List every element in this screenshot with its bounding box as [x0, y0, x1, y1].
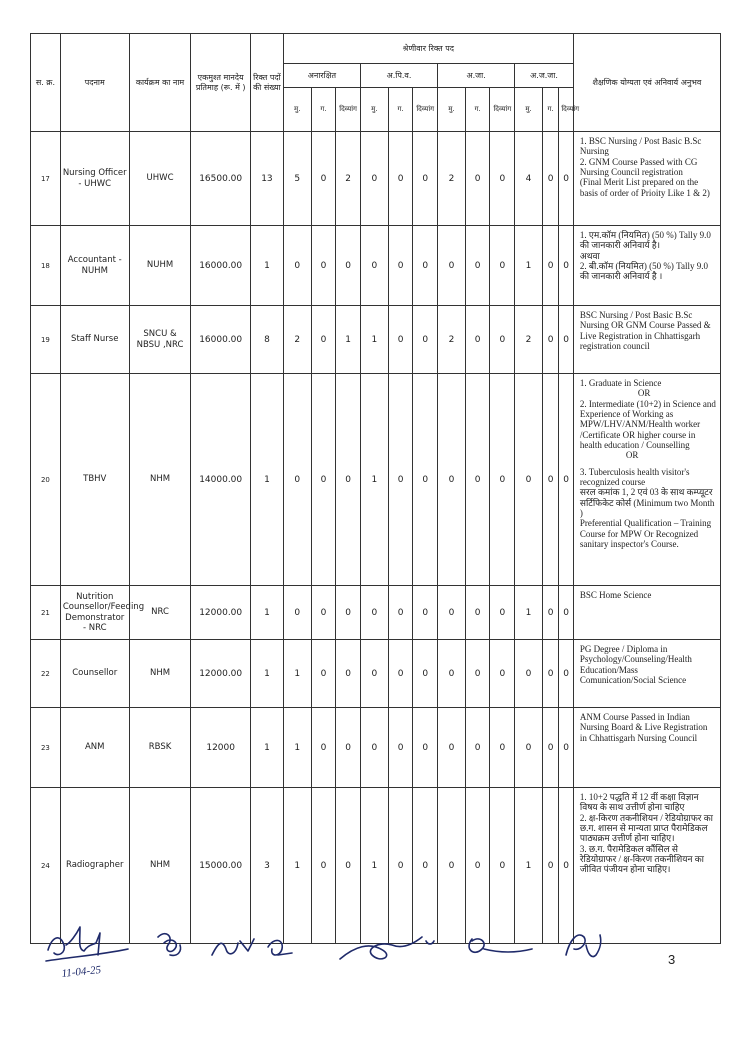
category-count: 0: [336, 586, 361, 640]
category-count: 0: [542, 708, 558, 788]
category-count: 0: [490, 788, 515, 944]
honorarium: 16000.00: [191, 226, 251, 306]
program-name: NRC: [129, 586, 191, 640]
serial-number: 17: [31, 132, 61, 226]
category-count: 0: [413, 374, 438, 586]
header-vacant: रिक्त पदों की संख्या: [250, 34, 283, 132]
category-count: 0: [336, 374, 361, 586]
category-count: 0: [283, 226, 311, 306]
category-count: 0: [438, 586, 466, 640]
category-count: 0: [438, 708, 466, 788]
honorarium: 12000: [191, 708, 251, 788]
signature-3: [212, 939, 254, 955]
category-count: 2: [438, 306, 466, 374]
category-count: 2: [336, 132, 361, 226]
table-row: [31, 226, 721, 306]
category-count: 1: [515, 586, 543, 640]
header-category: अ.जा.: [438, 64, 515, 88]
category-count: 0: [413, 306, 438, 374]
category-count: 1: [283, 788, 311, 944]
signature-6: [469, 939, 532, 952]
header-qualification: शैक्षणिक योग्यता एवं अनिवार्य अनुभव: [573, 34, 720, 132]
category-count: 1: [360, 788, 388, 944]
category-count: 1: [515, 226, 543, 306]
category-count: 0: [311, 306, 336, 374]
post-name: Radiographer: [60, 788, 129, 944]
header-category: अनारक्षित: [283, 64, 360, 88]
page-number: 3: [668, 952, 676, 967]
vacant-count: 8: [250, 306, 283, 374]
category-count: 0: [388, 306, 413, 374]
qualification: [573, 132, 720, 226]
vacant-count: 13: [250, 132, 283, 226]
category-count: 0: [559, 708, 574, 788]
post-name: Nutrition Counsellor/Feeding Demonstrator - NRC: [60, 586, 129, 640]
category-count: 0: [311, 226, 336, 306]
category-count: 0: [336, 788, 361, 944]
category-count: 0: [542, 374, 558, 586]
qualification-line: PG Degree / Diploma in Psychology/Counseling/Health Education/Mass Comunication/Social Science: [579, 644, 692, 686]
category-count: 0: [465, 788, 490, 944]
vacancy-table: [30, 33, 721, 944]
category-count: 0: [465, 708, 490, 788]
qualification-line: 1. Graduate in Science: [579, 378, 662, 388]
header-category-title: श्रेणीवार रिक्त पद: [283, 34, 573, 64]
category-count: 0: [283, 586, 311, 640]
category-count: 1: [515, 788, 543, 944]
header-sub-d: दिव्यांग: [490, 88, 515, 132]
category-count: 0: [413, 788, 438, 944]
honorarium: 16500.00: [191, 132, 251, 226]
honorarium: 14000.00: [191, 374, 251, 586]
category-count: 0: [465, 374, 490, 586]
category-count: 0: [559, 586, 574, 640]
header-sub-m: मु.: [438, 88, 466, 132]
category-count: 0: [360, 708, 388, 788]
category-count: 0: [559, 374, 574, 586]
category-count: 0: [542, 640, 558, 708]
category-count: 1: [360, 306, 388, 374]
category-count: 0: [413, 226, 438, 306]
category-count: 0: [515, 374, 543, 586]
header-sub-m: मु.: [283, 88, 311, 132]
category-count: 0: [388, 374, 413, 586]
vacant-count: 1: [250, 226, 283, 306]
honorarium: 12000.00: [191, 640, 251, 708]
signatures: [40, 915, 680, 985]
header-sno: स. क्र.: [31, 34, 61, 132]
category-count: 0: [542, 586, 558, 640]
category-count: 0: [465, 586, 490, 640]
category-count: 0: [336, 226, 361, 306]
serial-number: 19: [31, 306, 61, 374]
category-count: 0: [413, 132, 438, 226]
signature-1: [48, 927, 100, 955]
header-sub-m: मु.: [515, 88, 543, 132]
serial-number: 20: [31, 374, 61, 586]
category-count: 2: [515, 306, 543, 374]
serial-number: 23: [31, 708, 61, 788]
header-sub-d: दिव्यांग: [413, 88, 438, 132]
category-count: 0: [311, 708, 336, 788]
category-count: 0: [311, 132, 336, 226]
category-count: 0: [438, 374, 466, 586]
category-count: 0: [438, 788, 466, 944]
category-count: 0: [311, 586, 336, 640]
category-count: 1: [283, 708, 311, 788]
table-row: [31, 640, 721, 708]
category-count: 1: [336, 306, 361, 374]
category-count: 0: [490, 132, 515, 226]
category-count: 2: [438, 132, 466, 226]
category-count: 0: [465, 226, 490, 306]
post-name: Counsellor: [60, 640, 129, 708]
qualification-line: 2. Intermediate (10+2) in Science and Experience of Working as MPW/LHV/ANM/Health worker /Certificate OR higher course in health education / Counselling: [579, 398, 716, 451]
signature-5: [340, 937, 434, 959]
qualification: [573, 374, 720, 586]
category-count: 0: [465, 306, 490, 374]
honorarium: 12000.00: [191, 586, 251, 640]
post-name: TBHV: [60, 374, 129, 586]
category-count: 0: [465, 640, 490, 708]
category-count: 0: [490, 226, 515, 306]
category-count: 0: [388, 132, 413, 226]
category-count: 1: [283, 640, 311, 708]
qualification-line: (Final Merit List prepared on the basis of order of Prioity Like 1 & 2): [579, 177, 710, 198]
category-count: 0: [413, 708, 438, 788]
category-count: 0: [542, 226, 558, 306]
category-count: 0: [360, 640, 388, 708]
category-count: 0: [311, 374, 336, 586]
category-count: 0: [311, 788, 336, 944]
qualification-line: 2. बी.कॉम (नियमित) (50 %) Tally 9.0 की जानकारी अनिवार्य है ।: [579, 261, 708, 282]
category-count: 0: [360, 132, 388, 226]
category-count: 0: [388, 586, 413, 640]
qualification: [573, 306, 720, 374]
category-count: 1: [360, 374, 388, 586]
serial-number: 24: [31, 788, 61, 944]
header-sub-d: दिव्यांग: [336, 88, 361, 132]
post-name: Staff Nurse: [60, 306, 129, 374]
category-count: 0: [490, 640, 515, 708]
category-count: 0: [388, 788, 413, 944]
program-name: NHM: [129, 788, 191, 944]
qualification-line: 1. एम.कॉम (नियमित) (50 %) Tally 9.0 की जानकारी अनिवार्य है।: [579, 230, 711, 251]
qualification-line: अथवा: [579, 250, 600, 261]
post-name: ANM: [60, 708, 129, 788]
category-count: 0: [490, 374, 515, 586]
qualification-line: 3. छ.ग. पैरामेडिकल कौंसिल से रेडियोग्राफर / क्ष-किरण तकनीशियन का जीवित पंजीयन होना चाहिए।: [579, 843, 704, 875]
program-name: NHM: [129, 374, 191, 586]
category-count: 0: [388, 640, 413, 708]
category-count: 0: [515, 640, 543, 708]
category-count: 0: [559, 788, 574, 944]
qualification-line: BSC Home Science: [579, 590, 652, 600]
category-count: 0: [438, 226, 466, 306]
qualification-line: 2. क्ष-किरण तकनीशियन / रेडियोग्राफर का छ.ग. शासन से मान्यता प्राप्त पैरामेडिकल पाठ्यक्रम उत्तीर्ण होना चाहिए।: [579, 812, 713, 844]
honorarium: 16000.00: [191, 306, 251, 374]
category-count: 0: [413, 586, 438, 640]
header-category: अ.ज.जा.: [515, 64, 574, 88]
qualification-line: 2. GNM Course Passed with CG Nursing Council registration: [579, 156, 698, 178]
program-name: SNCU & NBSU ,NRC: [129, 306, 191, 374]
program-name: NUHM: [129, 226, 191, 306]
qualification-line: BSC Nursing / Post Basic B.Sc Nursing OR GNM Course Passed & Live Registration in Chhattisgarh registration council: [579, 310, 711, 352]
honorarium: 15000.00: [191, 788, 251, 944]
category-count: 0: [542, 306, 558, 374]
category-count: 0: [360, 226, 388, 306]
program-name: RBSK: [129, 708, 191, 788]
header-category: अ.पि.व.: [360, 64, 437, 88]
qualification-line: सरल कमांक 1, 2 एवं 03 के साथ कम्प्यूटर सर्टिफिकेट कोर्स (Minimum two Month ): [579, 487, 715, 519]
header-honorarium: एकमुश्त मानदेय प्रतिमाह (रू. में ): [191, 34, 251, 132]
category-count: 0: [413, 640, 438, 708]
vacant-count: 1: [250, 708, 283, 788]
header-sub-g: ग.: [465, 88, 490, 132]
serial-number: 18: [31, 226, 61, 306]
category-count: 0: [490, 708, 515, 788]
header-sub-g: ग.: [388, 88, 413, 132]
category-count: 0: [559, 226, 574, 306]
category-count: 0: [490, 306, 515, 374]
signature-4: [268, 940, 292, 955]
category-count: 0: [559, 306, 574, 374]
vacant-count: 1: [250, 586, 283, 640]
category-count: 0: [542, 788, 558, 944]
vacant-count: 1: [250, 374, 283, 586]
category-count: 0: [336, 640, 361, 708]
category-count: 0: [283, 374, 311, 586]
program-name: UHWC: [129, 132, 191, 226]
qualification-line: ANM Course Passed in Indian Nursing Board & Live Registration in Chhattisgarh Nursing Council: [579, 712, 708, 743]
qualification: [573, 708, 720, 788]
category-count: 5: [283, 132, 311, 226]
header-sub-d: दिव्यांग: [559, 88, 574, 132]
category-count: 0: [465, 132, 490, 226]
header-sub-g: ग.: [311, 88, 336, 132]
qualification-line: 1. 10+2 पद्धति में 12 वीं कक्षा विज्ञान विषय के साथ उत्तीर्ण होना चाहिए: [579, 792, 699, 813]
signature-2: [158, 934, 181, 956]
category-count: 0: [438, 640, 466, 708]
category-count: 0: [542, 132, 558, 226]
category-count: 0: [336, 708, 361, 788]
table-row: [31, 374, 721, 586]
qualification-line: OR: [637, 388, 651, 399]
qualification-line: 3. Tuberculosis health visitor's recognized course: [579, 466, 690, 488]
vacant-count: 3: [250, 788, 283, 944]
category-count: 0: [388, 226, 413, 306]
table-row: [31, 306, 721, 374]
header-sub-g: ग.: [542, 88, 558, 132]
serial-number: 21: [31, 586, 61, 640]
qualification-line: Preferential Qualification – Training Course for MPW Or Recognized sanitary inspector's Course.: [579, 518, 712, 550]
program-name: NHM: [129, 640, 191, 708]
table-row: [31, 132, 721, 226]
category-count: 2: [283, 306, 311, 374]
serial-number: 22: [31, 640, 61, 708]
signature-date: 11-04-25: [61, 963, 102, 980]
post-name: Nursing Officer - UHWC: [60, 132, 129, 226]
header-sub-m: मु.: [360, 88, 388, 132]
qualification: [573, 586, 720, 640]
qualification: [573, 226, 720, 306]
header-post: पदनाम: [60, 34, 129, 132]
category-count: 0: [388, 708, 413, 788]
qualification-line: 1. BSC Nursing / Post Basic B.Sc Nursing: [579, 136, 702, 157]
table-row: [31, 708, 721, 788]
category-count: 4: [515, 132, 543, 226]
table-row: [31, 586, 721, 640]
category-count: 0: [360, 586, 388, 640]
category-count: 0: [490, 586, 515, 640]
signature-7: [566, 935, 601, 957]
header-program: कार्यक्रम का नाम: [129, 34, 191, 132]
vacant-count: 1: [250, 640, 283, 708]
post-name: Accountant - NUHM: [60, 226, 129, 306]
category-count: 0: [515, 708, 543, 788]
category-count: 0: [311, 640, 336, 708]
qualification-line: OR: [625, 450, 639, 461]
qualification: [573, 640, 720, 708]
category-count: 0: [559, 640, 574, 708]
category-count: 0: [559, 132, 574, 226]
